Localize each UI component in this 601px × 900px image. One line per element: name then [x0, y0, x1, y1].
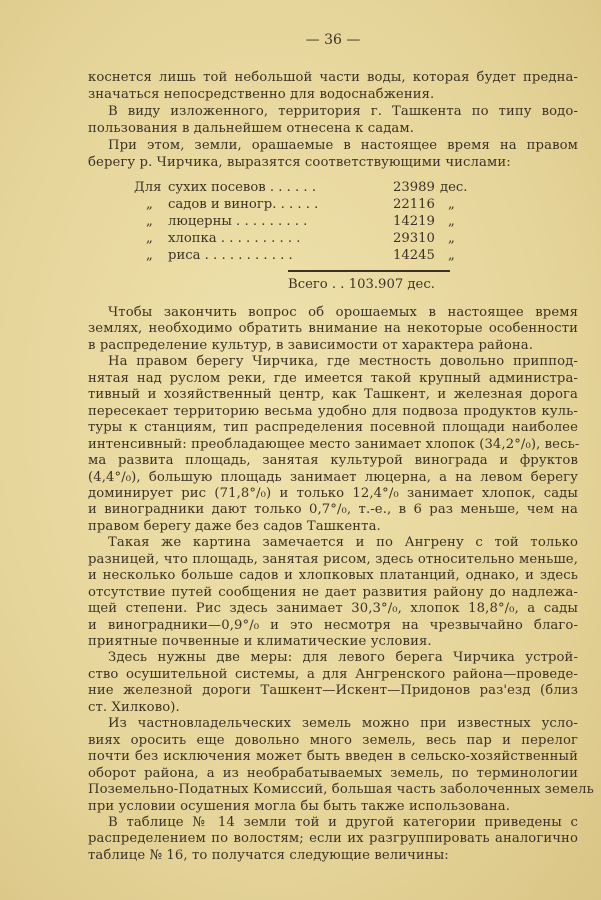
text-line: ство осушительной системы, а для Ангренского района—проведе-	[88, 666, 578, 682]
row-label: сухих посевов . . . . . .	[168, 180, 317, 195]
text-line: землях, необходимо обратить внимание на некоторые особенности	[88, 321, 578, 337]
text-line: разницей, что площадь, занятая рисом, здесь относительно меньше,	[88, 551, 578, 567]
text-line: берегу р. Чирчика, выразятся соответствующими числами:	[88, 155, 511, 170]
table-total-rule	[288, 270, 450, 272]
text-line: оборот района, а из необрабатываемых земель, по терминологии	[88, 765, 578, 781]
text-line: ст. Хилково).	[88, 699, 180, 715]
text-line: ние железной дороги Ташкент—Искент—Придонов раз'езд (близ	[88, 683, 578, 699]
text-line: при условии осушения могла бы быть также использована.	[88, 798, 511, 814]
row-unit: „	[448, 214, 455, 229]
text-line: туры к станциям, тип распределения посевной площади наиболее	[88, 420, 578, 436]
text-line: пересекает территорию весьма удобно для подвоза продуктов куль-	[88, 403, 578, 419]
row-unit: „	[448, 248, 455, 263]
text-line: и виноградники—0,9°/₀ и это несмотря на чрезвычайно благо-	[88, 617, 578, 633]
text-line: пользования в дальнейшем отнесена к садам.	[88, 121, 415, 136]
row-value: 22116	[393, 197, 435, 212]
text-line: таблице № 16, то получатся следующие величины:	[88, 847, 449, 863]
text-line: и виноградники дают только 0,7°/₀, т.-е., в 6 раз меньше, чем на	[88, 502, 578, 518]
text-line: коснется лишь той небольшой части воды, которая будет предна-	[88, 70, 578, 85]
text-line: отсутствие путей сообщения не дает развития району до надлежа-	[88, 584, 578, 600]
text-line: ма развита площадь, занятая культурой винограда и фруктов	[88, 453, 578, 469]
row-label: люцерны . . . . . . . . .	[168, 214, 308, 229]
text-line: Здесь нужны две меры: для левого берега Чирчика устрой-	[108, 650, 578, 666]
row-prefix: „	[146, 231, 153, 246]
row-unit: дес.	[440, 180, 468, 195]
text-line: На правом берегу Чирчика, где местность довольно приппод-	[108, 354, 578, 370]
row-label: риса . . . . . . . . . . .	[168, 248, 293, 263]
row-label: хлопка . . . . . . . . . .	[168, 231, 301, 246]
text-line: интенсивный: преобладающее место занимает хлопок (34,2°/₀), весь-	[88, 436, 580, 452]
text-line: При этом, земли, орашаемые в настоящее время на правом	[108, 138, 578, 153]
text-line: Такая же картина замечается и по Ангрену с той только	[108, 535, 578, 551]
row-prefix: Для	[134, 180, 162, 195]
text-line: почти без исключения может быть введен в сельско-хозяйственный	[88, 749, 578, 765]
row-label: садов и виногр. . . . . .	[168, 197, 319, 212]
table-total: Всего . . 103.907 дес.	[288, 277, 435, 292]
text-line: Поземельно-Податных Комиссий, большая часть заболоченных земель	[88, 782, 594, 798]
row-prefix: „	[146, 197, 153, 212]
text-line: В виду изложенного, территория г. Ташкента по типу водо-	[108, 104, 578, 119]
text-line: виях оросить еще довольно много земель, весь пар и перелог	[88, 732, 578, 748]
text-line: тивный и хозяйственный центр, как Ташкент, и железная дорога	[88, 387, 578, 403]
text-line: Чтобы закончить вопрос об орошаемых в настоящее время	[108, 305, 578, 320]
text-line: значаться непосредственно для водоснабжения.	[88, 87, 435, 102]
row-unit: „	[448, 197, 455, 212]
text-line: (4,4°/₀), большую площадь занимает люцерна, а на левом берегу	[88, 469, 578, 485]
text-line: В таблице № 14 земли той и другой категории приведены с	[108, 814, 578, 830]
row-prefix: „	[146, 248, 153, 263]
text-line: щей степени. Рис здесь занимает 30,3°/₀, хлопок 18,8°/₀, а сады	[88, 601, 578, 617]
row-value: 29310	[393, 231, 435, 246]
text-line: доминирует рис (71,8°/₀) и только 12,4°/₀ занимает хлопок, сады	[88, 485, 578, 501]
text-line: приятные почвенные и климатические условия.	[88, 634, 432, 649]
page-number: — 36 —	[305, 32, 361, 48]
text-line: распределением по волостям; если их разгруппировать аналогично	[88, 831, 578, 847]
row-value: 14219	[393, 214, 435, 229]
text-line: и несколько больше садов и хлопковых платанций, однако, и здесь	[88, 568, 578, 584]
text-line: Из частновладельческих земель можно при известных усло-	[108, 716, 578, 732]
row-prefix: „	[146, 214, 153, 229]
text-line: в распределение культур, в зависимости от характера района.	[88, 337, 534, 353]
row-value: 14245	[393, 248, 435, 263]
row-unit: „	[448, 231, 455, 246]
row-value: 23989	[393, 180, 435, 195]
text-line: правом берегу даже без садов Ташкента.	[88, 518, 381, 534]
text-line: нятая над руслом реки, где имеется такой крупный администра-	[88, 370, 578, 386]
